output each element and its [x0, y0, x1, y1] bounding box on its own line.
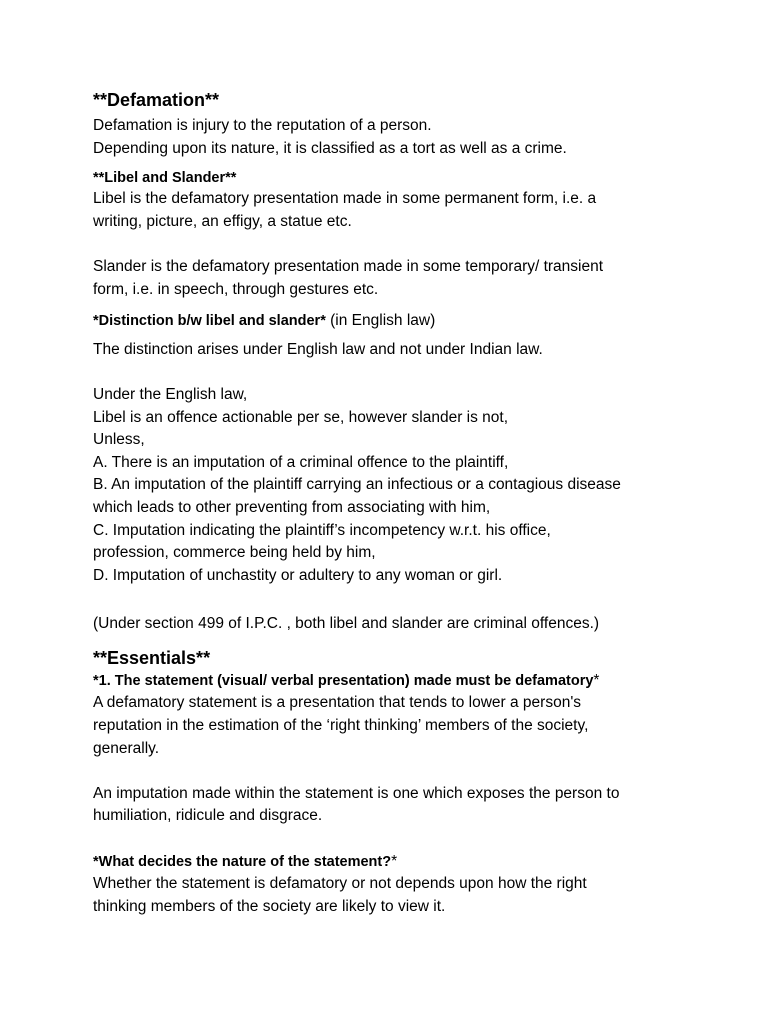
distinction-intro: The distinction arises under English law and not under Indian law.: [93, 340, 543, 358]
unless-line: Unless,: [93, 431, 145, 449]
libel-offence-line: Libel is an offence actionable per se, however slander is not,: [93, 408, 509, 426]
statement-nature-line2: thinking members of the society are likely to view it.: [93, 897, 446, 915]
libel-definition-line2: writing, picture, an effigy, a statue etc.: [93, 212, 352, 230]
defamatory-statement-line3: generally.: [93, 739, 160, 757]
imputation-line1: An imputation made within the statement is one which exposes the person to: [93, 784, 620, 802]
defamation-heading: **Defamation**: [93, 90, 220, 110]
imputation-line2: humiliation, ridicule and disgrace.: [93, 807, 323, 825]
essential-point-1-bold: *1. The statement (visual/ verbal presentation) made must be defamatory: [93, 672, 594, 689]
list-item-b-line2: which leads to other preventing from associating with him,: [93, 498, 491, 516]
distinction-heading-note: (in English law): [325, 312, 436, 330]
statement-nature-heading-bold: *What decides the nature of the statement?: [93, 853, 392, 870]
statement-nature-heading: [93, 851, 733, 874]
defamatory-statement-line2: reputation in the estimation of the ‘right thinking’ members of the society,: [93, 717, 589, 735]
list-item-a: A. There is an imputation of a criminal offence to the plaintiff,: [93, 453, 509, 471]
essential-point-1-star: *: [593, 671, 600, 689]
slander-definition-line2: form, i.e. in speech, through gestures etc.: [93, 280, 379, 298]
distinction-heading: [93, 310, 733, 333]
english-law-line: Under the English law,: [93, 385, 248, 403]
libel-slander-heading: **Libel and Slander**: [93, 170, 237, 187]
document-page: [93, 88, 733, 918]
defamatory-statement-line1: A defamatory statement is a presentation that tends to lower a person's: [93, 694, 582, 712]
list-item-d: D. Imputation of unchastity or adultery to any woman or girl.: [93, 566, 503, 584]
list-item-c-line1: C. Imputation indicating the plaintiff’s incompetency w.r.t. his office,: [93, 521, 551, 539]
statement-nature-heading-star: *: [391, 852, 398, 870]
distinction-heading-bold: *Distinction b/w libel and slander*: [93, 313, 326, 330]
list-item-b-line1: B. An imputation of the plaintiff carrying an infectious or a contagious disease: [93, 476, 621, 494]
slander-definition-line1: Slander is the defamatory presentation made in some temporary/ transient: [93, 257, 604, 275]
defamation-classification: Depending upon its nature, it is classified as a tort as well as a crime.: [93, 139, 567, 157]
ipc-note: (Under section 499 of I.P.C. , both libel and slander are criminal offences.): [93, 615, 600, 633]
list-item-c-line2: profession, commerce being held by him,: [93, 544, 376, 562]
defamation-definition: Defamation is injury to the reputation of a person.: [93, 117, 432, 134]
essentials-heading: **Essentials**: [93, 647, 211, 668]
statement-nature-line1: Whether the statement is defamatory or not depends upon how the right: [93, 875, 587, 893]
essential-point-1: [93, 670, 733, 693]
libel-definition-line1: Libel is the defamatory presentation made in some permanent form, i.e. a: [93, 190, 597, 208]
